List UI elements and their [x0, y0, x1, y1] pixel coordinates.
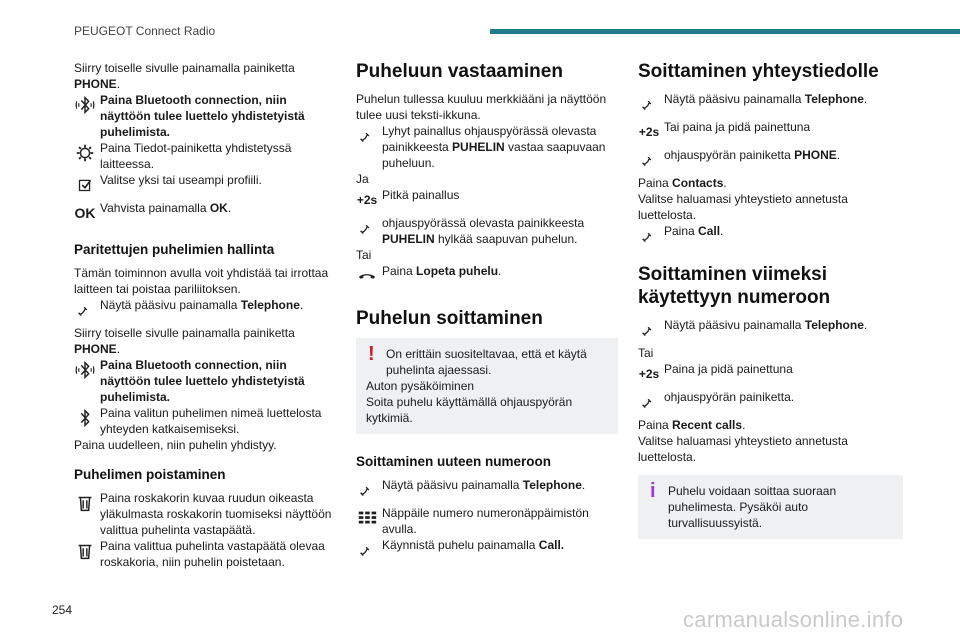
- step-wheel-2: ohjauspyörän painiketta.: [638, 389, 903, 417]
- step-wheel: ohjauspyörän painiketta PHONE.: [638, 147, 903, 175]
- step-hold-2: +2s Paina ja pidä painettuna: [638, 361, 903, 389]
- phone-icon: [638, 319, 660, 341]
- step-bluetooth-2: Paina Bluetooth connection, niin näyttöön tulee luettelo yhdistetyistä puhelimista.: [74, 357, 336, 405]
- phone-icon: [74, 299, 96, 321]
- trash-icon: [74, 492, 96, 514]
- step-short-press: Lyhyt painallus ohjauspyörässä olevasta painikkeesta PUHELIN vastaa saapuvaan puheluun.: [356, 123, 618, 171]
- step-long-press: +2s Pitkä painallus: [356, 187, 618, 215]
- phone-icon: [356, 539, 378, 561]
- heading-call-contact: Soittaminen yhteystiedolle: [638, 61, 879, 82]
- step-keypad: Näppäile numero numeronäppäimistön avulla.: [356, 505, 618, 537]
- step-telephone-2: Näytä pääsivu painamalla Telephone.: [638, 317, 903, 345]
- step-bluetooth: [74, 92, 336, 140]
- step-call: Paina Call.: [638, 223, 903, 251]
- bluetooth-step-text: Paina Bluetooth connection, niin näyttöön tulee luettelo yhdistetyistä puhelimista.: [100, 93, 305, 139]
- trash-icon: [74, 540, 96, 562]
- step-start-call: Käynnistä puhelu painamalla Call.: [356, 537, 618, 565]
- intro2-text: Siirry toiselle sivulle painamalla painiketta PHONE.: [74, 326, 295, 356]
- column-1: [74, 60, 336, 570]
- phone-icon: [356, 125, 378, 147]
- heading-answer-call: Puheluun vastaaminen: [356, 61, 563, 82]
- step-end-call: Paina Lopeta puhelu.: [356, 263, 618, 291]
- info-icon: i: [650, 480, 656, 502]
- bluetooth-icon: [74, 359, 96, 381]
- bluetooth-icon: [74, 94, 96, 116]
- phone-icon: [638, 149, 660, 171]
- gear-icon: [74, 142, 96, 164]
- hold-2s-icon: +2s: [638, 125, 660, 139]
- hold-2s-icon: +2s: [638, 367, 660, 381]
- page-number: 254: [52, 603, 73, 617]
- phone-icon: [638, 93, 660, 115]
- heading-make-call: Puhelun soittaminen: [356, 308, 543, 329]
- info-note: i Puhelu voidaan soittaa suoraan puhelimesta. Pysäköi auto turvallisuussyistä.: [638, 475, 903, 539]
- paired-text: Tämän toiminnon avulla voit yhdistää tai irrottaa laitteen tai poistaa pariliitoksen.: [74, 266, 329, 296]
- reconnect-text: Paina uudelleen, niin puhelin yhdistyy.: [74, 438, 277, 452]
- keypad-icon: [356, 507, 378, 529]
- bluetooth-small-icon: [74, 407, 96, 429]
- step-telephone: Näytä pääsivu painamalla Telephone.: [74, 297, 336, 325]
- step-trash-2: Paina valittua puhelinta vastapäätä olevaa roskakoria, niin puhelin poistetaan.: [74, 538, 336, 570]
- heading-last-number: Soittaminen viimeksi käytettyyn numeroon: [638, 264, 831, 308]
- step-disconnect: Paina valitun puhelimen nimeä luettelosta yhteyden katkaisemiseksi.: [74, 405, 336, 437]
- phone-icon: [356, 217, 378, 239]
- step-reject: ohjauspyörässä olevasta painikkeesta PUHELIN hylkää saapuvan puhelun.: [356, 215, 618, 247]
- hold-2s-icon: +2s: [356, 193, 378, 207]
- hang-up-icon: [356, 265, 378, 287]
- step-profile: Valitse yksi tai useampi profiili.: [74, 172, 336, 200]
- column-2: Puheluun vastaaminen Puhelun tullessa kuuluu merkkiääni ja näyttöön tulee uusi teksti-ikkuna. Lyhyt painallus ohjauspyörässä olevasta painikkeesta PUHELIN vastaa saapuvaan puheluun. Ja +2s Pitkä painallus ohjauspyörässä olevasta painikkeesta PUHELIN hylkää saapuvan puhelun. Tai Paina Lopeta puhelu. Puhelun soittaminen ! On erittäin suositeltavaa, että et käytä puhelinta ajaessasi. Auton pysäköiminen Soita puhelu käyttämällä ohjauspyörän kytkimiä. Soittaminen uuteen numeroon Näytä pääsivu painamalla Telephone. Näppäile numero numeronäppäimistön avulla. Käynnistä puhelu painamalla Call.: [356, 58, 618, 565]
- ok-icon: OK: [74, 205, 96, 221]
- warning-note: ! On erittäin suositeltavaa, että et käytä puhelinta ajaessasi. Auton pysäköiminen Soita puhelu käyttämällä ohjauspyörän kytkimiä.: [356, 338, 618, 434]
- phone-icon: [356, 479, 378, 501]
- warning-icon: !: [368, 343, 375, 365]
- header-accent-bar: [490, 29, 960, 34]
- step-details: Paina Tiedot-painiketta yhdistetyssä laitteessa.: [74, 140, 336, 172]
- step-ok: OK Vahvista painamalla OK.: [74, 200, 336, 228]
- heading-remove-phone: Puhelimen poistaminen: [74, 467, 226, 482]
- step-trash-1: Paina roskakorin kuvaa ruudun oikeasta yläkulmasta roskakorin tuomiseksi näyttöön valittua puhelinta vastapäätä.: [74, 490, 336, 538]
- heading-new-number: Soittaminen uuteen numeroon: [356, 454, 552, 469]
- phone-icon: [638, 391, 660, 413]
- page-header-title: PEUGEOT Connect Radio: [74, 24, 216, 38]
- step-hold: +2s Tai paina ja pidä painettuna: [638, 119, 903, 147]
- watermark: carmanualsonline.info: [683, 607, 904, 632]
- phone-icon: [638, 225, 660, 247]
- step-telephone: Näytä pääsivu painamalla Telephone.: [356, 477, 618, 505]
- column-3: Soittaminen yhteystiedolle Näytä pääsivu painamalla Telephone. +2s Tai paina ja pidä painettuna ohjauspyörän painiketta PHONE. Paina Contacts. Valitse haluamasi yhteystieto annetusta luettelosta. Paina Call. Soittaminen viimeksi käytettyyn numeroon Näytä pääsivu painamalla Telephone. Tai +2s Paina ja pidä painettuna ohjauspyörän painiketta. Paina Recent calls. Valitse haluamasi yhteystieto annetusta luettelosta. i Puhelu voidaan soittaa suoraan puhelimesta. Pysäköi auto turvallisuussyistä.: [638, 58, 903, 539]
- checkbox-icon: [74, 174, 96, 196]
- step-telephone: Näytä pääsivu painamalla Telephone.: [638, 91, 903, 119]
- heading-paired-phones: Paritettujen puhelimien hallinta: [74, 242, 275, 257]
- intro-text: Siirry toiselle sivulle painamalla painiketta PHONE.: [74, 61, 295, 91]
